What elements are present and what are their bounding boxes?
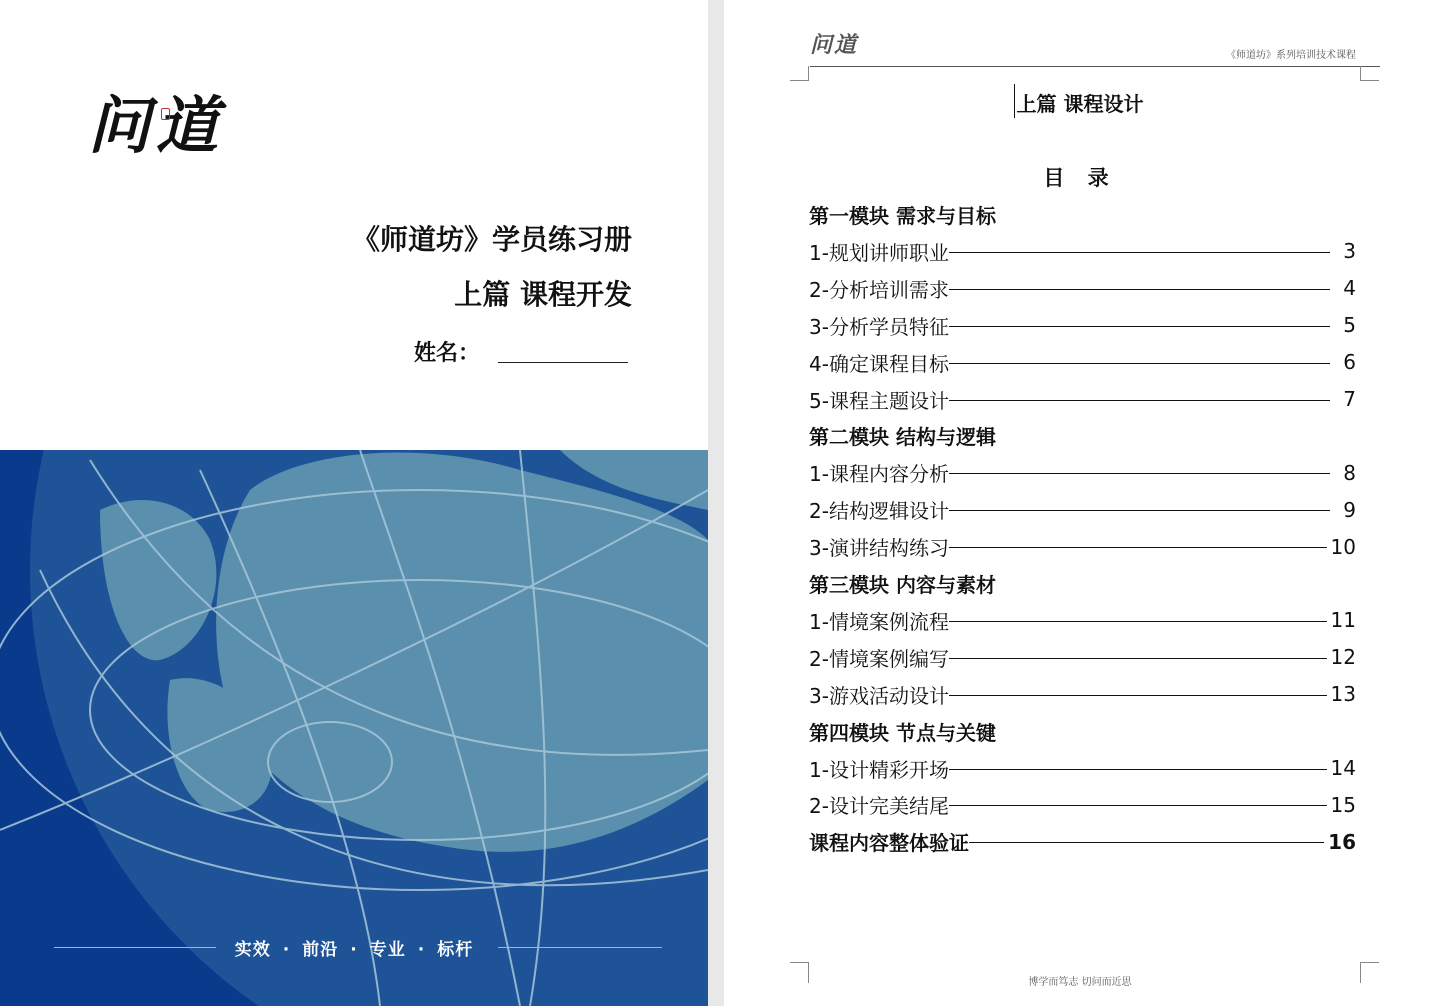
- toc-entry-label: 课程内容整体验证: [809, 831, 969, 856]
- toc-page-number: 4: [1343, 276, 1356, 301]
- toc-entry-label: 3-演讲结构练习: [809, 536, 949, 561]
- toc-entry[interactable]: [809, 639, 1356, 676]
- toc-entry-label: 1-课程内容分析: [809, 462, 949, 487]
- toc-entry[interactable]: [809, 528, 1356, 565]
- toc-entry[interactable]: [809, 344, 1356, 381]
- toc-page-number: 10: [1330, 534, 1356, 559]
- toc-leader-line: [949, 658, 1327, 659]
- toc-entry[interactable]: [809, 381, 1356, 418]
- header-rule: [810, 66, 1380, 67]
- cover-subtitle: 上篇 课程开发: [454, 278, 632, 311]
- name-fill-line: [498, 362, 628, 363]
- header-note: 《师道坊》系列培训技术课程: [1226, 50, 1356, 61]
- toc-entry[interactable]: [809, 233, 1356, 270]
- toc-entry[interactable]: [809, 676, 1356, 713]
- slogan-separator: ·: [282, 940, 291, 960]
- globe-graphic-icon: [0, 450, 708, 1006]
- toc-leader-line: [949, 252, 1330, 253]
- toc-page-number: 5: [1343, 313, 1356, 338]
- corner-mark-top-right: [1360, 66, 1379, 81]
- toc-leader-line: [949, 547, 1327, 548]
- toc-page: [724, 0, 1436, 1006]
- slogan-bar: [0, 930, 708, 964]
- slogan-word: 标杆: [437, 940, 474, 960]
- toc-leader-line: [949, 510, 1330, 511]
- toc-leader-line: [969, 842, 1324, 843]
- header-logo: 问道: [810, 32, 859, 58]
- toc-leader-line: [949, 695, 1327, 696]
- toc-leader-line: [949, 289, 1330, 290]
- name-label: 姓名：: [414, 341, 481, 366]
- toc-page-number: 11: [1330, 608, 1356, 633]
- toc-entry[interactable]: [809, 750, 1356, 787]
- toc-entry-label: 第三模块 内容与素材: [809, 573, 996, 597]
- slogan-text: [0, 935, 708, 960]
- toc-entry-label: 5-课程主题设计: [809, 388, 949, 413]
- toc-entry[interactable]: [809, 307, 1356, 344]
- toc-module-heading[interactable]: [809, 196, 1356, 233]
- toc-title: 目 录: [1043, 166, 1117, 190]
- toc-leader-line: [949, 805, 1327, 806]
- toc-entry-label: 3-分析学员特征: [809, 314, 949, 339]
- cover-page: [0, 0, 708, 1006]
- toc-module-heading[interactable]: [809, 713, 1356, 750]
- toc-page-number: 3: [1343, 239, 1356, 264]
- toc-leader-line: [949, 326, 1330, 327]
- slogan-word: 实效: [234, 940, 271, 960]
- toc-page-number: 9: [1343, 497, 1356, 522]
- toc-leader-line: [949, 769, 1327, 770]
- toc-entry-label: 第一模块 需求与目标: [809, 204, 996, 228]
- toc-entry-label: 1-情境案例流程: [809, 609, 949, 634]
- toc-page-number: 7: [1343, 387, 1356, 411]
- toc-entry-label: 2-设计完美结尾: [809, 794, 949, 819]
- toc-entry[interactable]: [809, 270, 1356, 307]
- toc-entry-label: 4-确定课程目标: [809, 351, 949, 376]
- toc-entry[interactable]: [809, 454, 1356, 491]
- toc-entry-label: 3-游戏活动设计: [809, 683, 949, 708]
- slogan-separator: ·: [417, 940, 426, 960]
- toc-page-number: 8: [1343, 460, 1356, 485]
- toc-entry-label: 2-情境案例编写: [809, 646, 949, 671]
- toc-entry-label: 第二模块 结构与逻辑: [809, 425, 996, 450]
- toc-page-number: 14: [1330, 756, 1356, 780]
- toc-entry-label: 1-规划讲师职业: [809, 240, 949, 265]
- toc-entry[interactable]: [809, 602, 1356, 639]
- toc-page-number: 16: [1328, 829, 1356, 854]
- toc-entry-label: 2-结构逻辑设计: [809, 499, 949, 524]
- toc-leader-line: [949, 363, 1330, 364]
- cover-blue-panel: [0, 450, 708, 1006]
- part-title[interactable]: 上篇 课程设计: [1016, 92, 1144, 116]
- calligraphy-logo: [88, 78, 238, 173]
- slogan-separator: ·: [350, 940, 358, 960]
- corner-mark-top-left: [790, 66, 809, 81]
- toc-page-number: 15: [1330, 792, 1356, 817]
- toc-entry[interactable]: [809, 491, 1356, 528]
- cover-title: 《师道坊》学员练习册: [351, 223, 632, 256]
- toc-leader-line: [949, 621, 1327, 622]
- logo-text: 问道: [88, 89, 225, 162]
- footer-note: 博学而笃志 切问而近思: [1028, 977, 1132, 988]
- cover-top-area: [0, 0, 708, 450]
- toc-entry-label: 1-设计精彩开场: [809, 757, 949, 782]
- toc-module-heading[interactable]: [809, 565, 1356, 602]
- toc-entry-label: 2-分析培训需求: [809, 277, 949, 302]
- toc-entry-label: 第四模块 节点与关键: [809, 720, 996, 745]
- toc-page-number: 6: [1343, 350, 1356, 375]
- toc-page-number: 12: [1330, 645, 1356, 670]
- slogan-word: 专业: [369, 940, 406, 960]
- toc-leader-line: [949, 473, 1330, 474]
- slogan-word: 前沿: [302, 940, 339, 960]
- toc-entry[interactable]: [809, 786, 1356, 823]
- toc-leader-line: [949, 400, 1330, 401]
- seal-stamp-icon: [161, 108, 170, 120]
- toc-page-number: 13: [1330, 682, 1356, 707]
- toc-entry[interactable]: [809, 823, 1356, 860]
- toc-module-heading[interactable]: [809, 417, 1356, 454]
